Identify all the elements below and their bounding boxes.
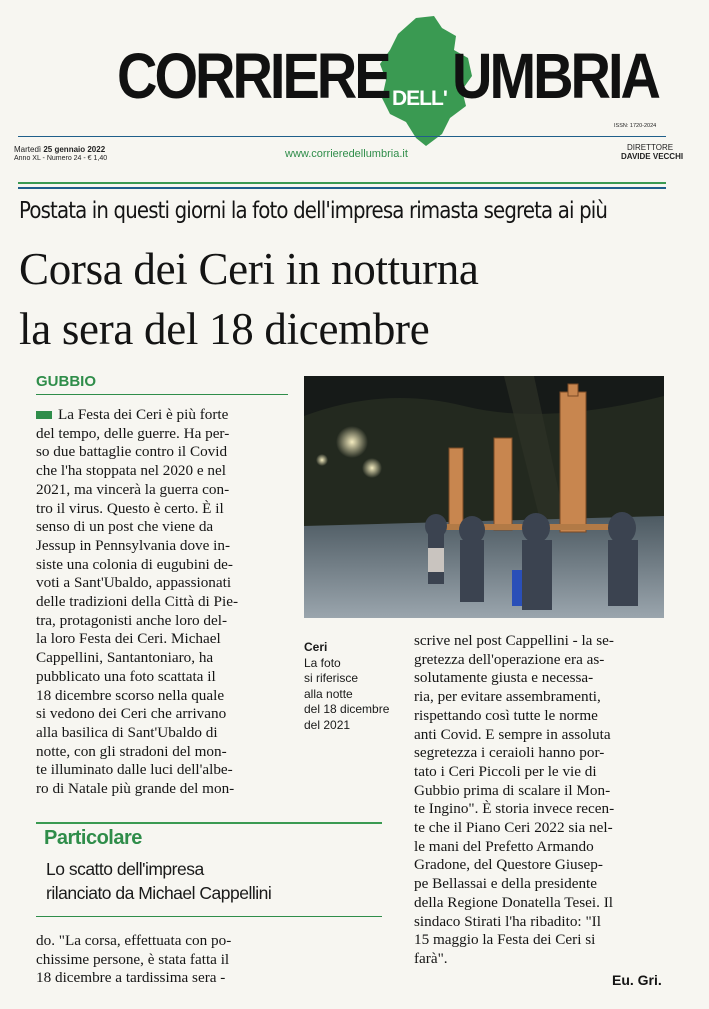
text-line: tro il virus. Questo è certo. È il [36,499,224,517]
text-line: rispettando così tutte le norme [414,706,598,724]
text-line: te Ingino". È storia invece recen- [414,800,615,818]
text-line: Gubbio prima di scalare il Mon- [414,781,611,799]
text-line: te che il Piano Ceri 2022 sia nel- [414,819,613,837]
logo-corriere: CORRIERE [117,39,389,112]
text-line: Jessup in Pennsylvania dove in- [36,536,231,554]
text-line: la loro Festa dei Ceri. Michael [36,630,221,648]
caption-line: si riferisce [304,671,359,685]
text-line: La Festa dei Ceri è più forte [58,406,229,423]
text-line: ria, per evitare assembramenti, [414,688,601,706]
director-name: DAVIDE VECCHI [621,152,684,161]
box-subtitle-line2: rilanciato da Michael Cappellini [46,883,272,903]
masthead [0,0,709,170]
text-line: segretezza i ceraioli hanno por- [414,744,605,762]
author-signature: Eu. Gri. [612,972,662,988]
text-line: 15 maggio la Festa dei Ceri si [414,931,596,949]
text-line: so due battaglie contro il Covid [36,443,228,461]
text-line: 2021, ma vincerà la guerra con- [36,480,230,498]
text-line: chissime persone, è stata fatta il [36,950,230,968]
text-line: voti a Sant'Ubaldo, appassionati [36,574,232,592]
issn: ISSN: 1720-2024 [614,123,657,129]
box-rule-top [36,822,382,824]
text-line: alla basilica di Sant'Ubaldo di [36,723,218,741]
website-link[interactable]: www.corrieredellumbria.it [285,148,408,160]
text-line: che l'ha stoppata nel 2020 e nel [36,462,226,480]
article-column-3 [414,632,666,969]
issue-info: Anno XL - Numero 24 - € 1,40 [14,155,108,162]
box-rule-bottom [36,916,382,917]
text-line: Cappellini, Santantoniaro, ha [36,649,214,667]
text-line: notte, con gli stradoni del mon- [36,742,227,760]
text-line: pe Bellassai e della presidente [414,875,598,893]
text-line: del tempo, delle guerre. Ha per- [36,424,230,442]
text-line: ro di Natale più grande del mon- [36,780,235,798]
text-line: le mani del Prefetto Armando [414,837,594,855]
text-line: gretezza dell'operazione era as- [414,650,605,668]
caption-title: Ceri [304,640,328,654]
text-line: della Regione Donatella Tesei. Il [414,893,613,911]
article-column-1 [36,406,280,799]
caption-line: del 2021 [304,717,351,732]
text-line: tato i Ceri Piccoli per le vie di [414,762,597,780]
caption-line: del 18 dicembre [304,702,390,716]
article-photo [304,376,664,618]
text-line: pubblicato una foto scattata il [36,667,216,685]
dateline-rule [36,394,288,395]
caption-line: alla notte [304,686,353,701]
dateline-place: GUBBIO [36,373,96,390]
night-procession-photo [304,376,664,618]
text-line: do. "La corsa, effettuata con po- [36,932,232,949]
issue-date: Martedì 25 gennaio 2022 [14,145,106,154]
text-line: siste una colonia di eugubini de- [36,555,233,573]
text-line: 18 dicembre scorso nella quale [36,686,225,704]
logo-dell: DELL' [392,87,447,110]
text-line: te illuminato dalle luci dell'albe- [36,761,233,779]
box-subtitle-line1: Lo scatto dell'impresa [46,859,204,879]
text-line: scrive nel post Cappellini - la se- [414,632,614,649]
photo-caption [304,640,404,733]
text-line: solutamente giusta e necessa- [414,669,594,687]
article-headline-line1: Corsa dei Ceri in notturna [19,244,479,294]
text-line: senso di un post che viene da [36,518,214,536]
text-line: anti Covid. E sempre in assoluta [414,725,611,743]
text-line: tra, protagonisti anche loro del- [36,611,228,629]
text-line: 18 dicembre a tardissima sera - [36,969,226,987]
article-column-1-end [36,932,280,988]
top-blue-rule [18,187,666,189]
lead-marker-icon [36,411,52,419]
text-line: si vedono dei Ceri che arrivano [36,705,227,723]
masthead-rule [18,136,666,137]
top-green-rule [18,182,666,184]
text-line: farà". [414,949,448,967]
box-title: Particolare [44,827,142,849]
text-line: delle tradizioni della Città di Pie- [36,593,239,611]
text-line: sindaco Stirati l'ha ribadito: "Il [414,912,601,930]
logo-umbria: UMBRIA [452,39,658,112]
director-label: DIRETTORE [627,143,674,152]
text-line: Gradone, del Questore Giusep- [414,856,603,874]
caption-line: La foto [304,655,341,670]
article-kicker: Postata in questi giorni la foto dell'impresa rimasta segreta ai più [19,198,608,224]
article-headline-line2: la sera del 18 dicembre [19,304,430,354]
